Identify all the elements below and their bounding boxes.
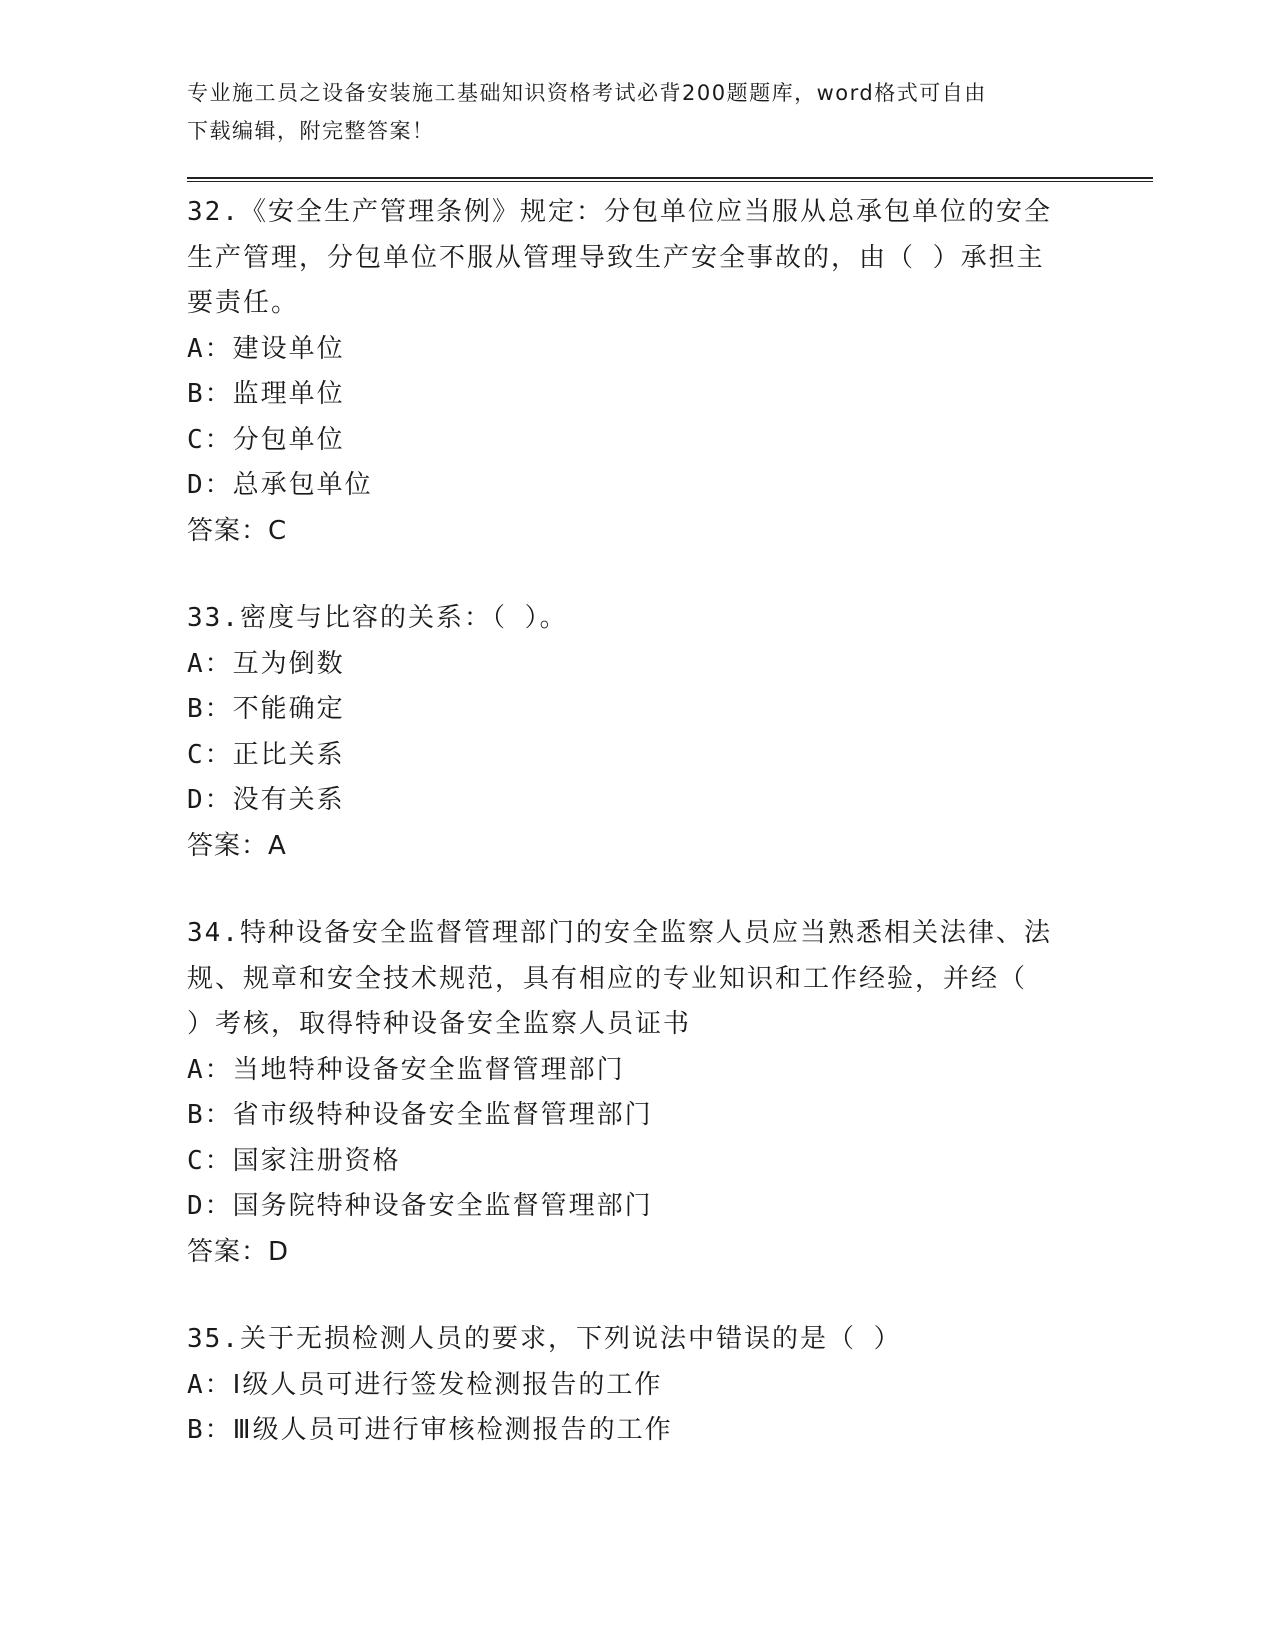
question-stem-line: ）考核，取得特种设备安全监察人员证书 — [187, 1009, 692, 1039]
answer: 答案：D — [187, 1236, 290, 1267]
question-stem-line: 生产管理，分包单位不服从管理导致生产安全事故的，由（ ）承担主 — [187, 242, 1045, 273]
option-d: D：国务院特种设备安全监督管理部门 — [187, 1191, 653, 1221]
option-c: C：正比关系 — [187, 739, 345, 770]
option-b: B：不能确定 — [187, 694, 345, 724]
answer: 答案：C — [187, 515, 288, 546]
option-d: D：没有关系 — [187, 785, 345, 815]
answer: 答案：A — [187, 830, 287, 861]
question-stem-line: 32.《安全生产管理条例》规定：分包单位应当服从总承包单位的安全 — [187, 197, 1052, 227]
option-a: A：互为倒数 — [187, 648, 345, 679]
question-stem-line: 35.关于无损检测人员的要求，下列说法中错误的是（ ） — [187, 1324, 902, 1354]
option-c: C：分包单位 — [187, 424, 345, 455]
option-a: A：Ⅰ级人员可进行签发检测报告的工作 — [187, 1369, 663, 1400]
option-c: C：国家注册资格 — [187, 1145, 401, 1176]
option-a: A：建设单位 — [187, 333, 345, 364]
option-b: B：Ⅲ级人员可进行审核检测报告的工作 — [187, 1415, 673, 1445]
option-a: A：当地特种设备安全监督管理部门 — [187, 1054, 625, 1085]
header-title-line-2: 下载编辑，附完整答案！ — [187, 119, 435, 143]
question-stem-line: 33.密度与比容的关系：（ ）。 — [187, 603, 568, 633]
option-d: D：总承包单位 — [187, 470, 373, 500]
question-list — [187, 190, 1087, 1496]
question-33 — [187, 596, 1087, 869]
question-stem-line: 34.特种设备安全监督管理部门的安全监察人员应当熟悉相关法律、法 — [187, 918, 1052, 948]
header-title-line-1: 专业施工员之设备安装施工基础知识资格考试必背200题题库，word格式可自由 — [187, 81, 987, 105]
option-b: B：省市级特种设备安全监督管理部门 — [187, 1100, 653, 1130]
question-34 — [187, 911, 1087, 1275]
question-stem-line: 规、规章和安全技术规范，具有相应的专业知识和工作经验，并经（ — [187, 963, 1028, 994]
document-header — [187, 74, 1087, 150]
option-b: B：监理单位 — [187, 379, 345, 409]
question-stem-line: 要责任。 — [187, 288, 300, 318]
header-divider — [187, 177, 1153, 182]
question-35 — [187, 1317, 1087, 1454]
question-32 — [187, 190, 1087, 554]
